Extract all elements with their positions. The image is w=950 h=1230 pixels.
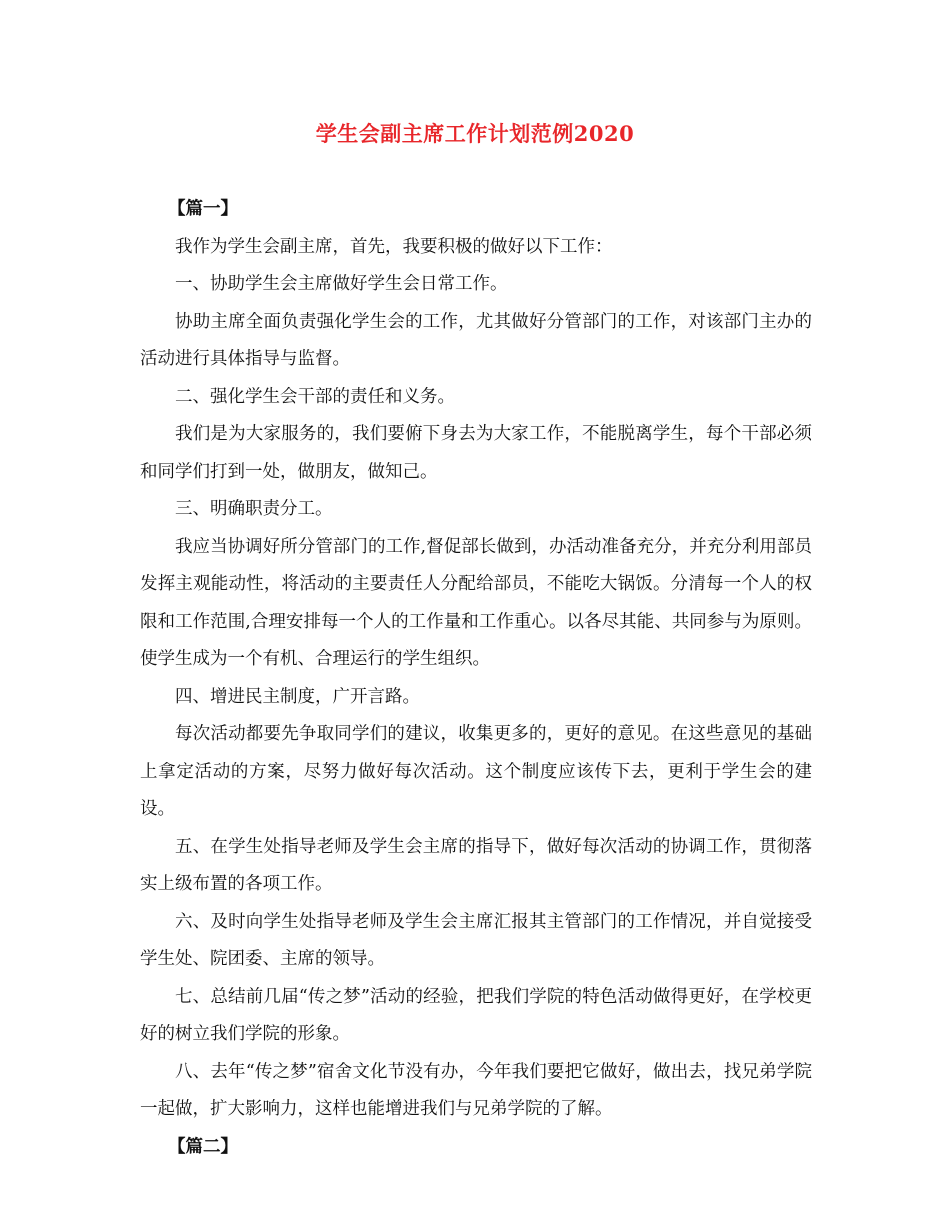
document-body [140,191,812,1166]
item-2-heading: 二、强化学生会干部的责任和义务。 [175,386,455,407]
section-heading-1: 【篇一】 [168,199,238,219]
item-3-heading: 三、明确职责分工。 [175,499,333,519]
item-1-heading: 一、协助学生会主席做好学生会日常工作。 [175,274,508,294]
item-4-heading: 四、增进民主制度，广开言路。 [175,686,420,707]
section-heading-2: 【篇二】 [168,1136,238,1157]
item-1-paragraph: 协助主席全面负责强化学生会的工作，尤其做好分管部门的工作，对该部门主办的活动进行具体指导与监督。 [140,311,812,369]
item-6-paragraph: 六、及时向学生处指导老师及学生会主席汇报其主管部门的工作情况，并自觉接受学生处、院团委、主席的领导。 [140,911,812,969]
intro-paragraph: 我作为学生会副主席，首先，我要积极的做好以下工作： [175,236,613,257]
item-3-paragraph: 我应当协调好所分管部门的工作,督促部长做到，办活动准备充分，并充分利用部员发挥主观能动性，将活动的主要责任人分配给部员，不能吃大锅饭。分清每一个人的权限和工作范围,合理安排每一个人的工作量和工作重心。以各尽其能、共同参与为原则。使学生成为一个有机、合理运行的学生组织。 [140,536,812,669]
item-8-paragraph: 八、去年“传之梦”宿舍文化节没有办，今年我们要把它做好，做出去，找兄弟学院一起做，扩大影响力，这样也能增进我们与兄弟学院的了解。 [140,1061,812,1119]
document-title: 学生会副主席工作计划范例2020 [315,121,635,146]
item-7-paragraph: 七、总结前几届“传之梦”活动的经验，把我们学院的特色活动做得更好，在学校更好的树立我们学院的形象。 [140,986,812,1044]
item-5-paragraph: 五、在学生处指导老师及学生会主席的指导下，做好每次活动的协调工作，贯彻落实上级布置的各项工作。 [140,836,812,894]
item-2-paragraph: 我们是为大家服务的，我们要俯下身去为大家工作，不能脱离学生，每个干部必须和同学们打到一处，做朋友，做知己。 [140,424,812,482]
item-4-paragraph: 每次活动都要先争取同学们的建议，收集更多的，更好的意见。在这些意见的基础上拿定活动的方案，尽努力做好每次活动。这个制度应该传下去，更利于学生会的建设。 [140,724,812,819]
